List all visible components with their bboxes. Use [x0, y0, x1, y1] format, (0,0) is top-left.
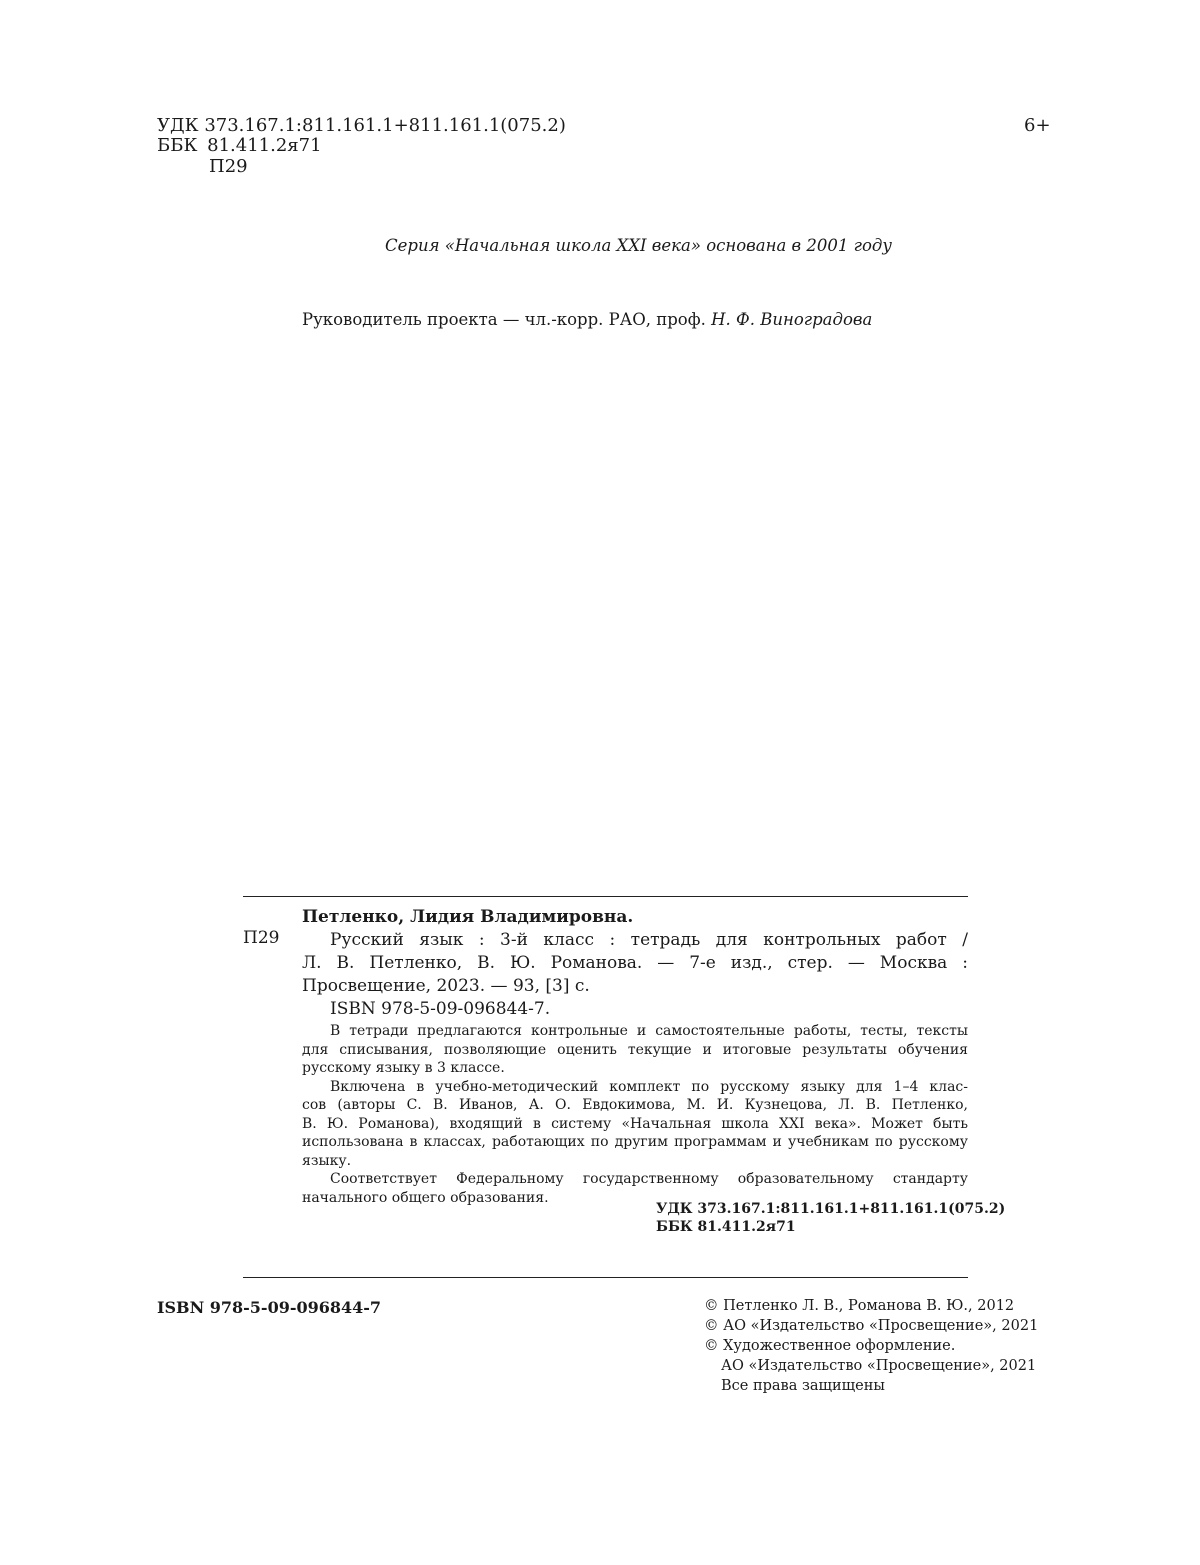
project-lead-name: Н. Ф. Виноградова [711, 310, 873, 329]
copyright-line: © Художественное оформление. [704, 1338, 956, 1354]
annotation-line: Включена в учебно-методический комплект по русскому языку для 1–4 клас- [330, 1078, 968, 1095]
card-bottom-rule [243, 1277, 968, 1278]
copyright-line: © АО «Издательство «Просвещение», 2021 [704, 1318, 1039, 1334]
bbk-value: 81.411.2я71 [207, 135, 322, 156]
bbk-label: ББК [157, 135, 198, 156]
card-top-rule [243, 896, 968, 897]
annotation-line: использована в классах, работающих по другим программам и учебникам по русскому [302, 1134, 968, 1150]
card-udk: УДК 373.167.1:811.161.1+811.161.1(075.2) [656, 1201, 1006, 1217]
series-line: Серия «Начальная школа XXI века» основана в 2001 году [385, 236, 892, 255]
annotation-line: языку. [302, 1152, 352, 1169]
card-codes [656, 1200, 1005, 1236]
annotation-line: русскому языку в 3 классе. [302, 1060, 505, 1076]
annotation-line: сов (авторы С. В. Иванов, А. О. Евдокимова, М. И. Кузнецова, Л. В. Петленко, [302, 1097, 968, 1113]
copyright-line: АО «Издательство «Просвещение», 2021 [721, 1358, 1037, 1374]
age-rating: 6+ [1024, 115, 1051, 136]
udk-value: 373.167.1:811.161.1+811.161.1(075.2) [204, 115, 566, 136]
card-annotation-1 [302, 1022, 968, 1078]
bbk-line [157, 134, 322, 157]
card-title-line: Русский язык : 3-й класс : тетрадь для контрольных работ / [330, 930, 968, 950]
card-author: Петленко, Лидия Владимировна. [302, 907, 634, 927]
udk-label: УДК [157, 115, 199, 136]
copyright-line: Все права защищены [721, 1378, 885, 1394]
copyright-line: © Петленко Л. В., Романова В. Ю., 2012 [704, 1298, 1015, 1314]
annotation-line: Соответствует Федеральному государственному образовательному стандарту [330, 1171, 968, 1187]
catalog-card [302, 905, 968, 1207]
card-isbn: ISBN 978-5-09-096844-7. [330, 999, 551, 1019]
card-title-line: Просвещение, 2023. — 93, [3] с. [302, 976, 590, 996]
card-author-mark: П29 [243, 928, 280, 948]
footer-isbn: ISBN 978-5-09-096844-7 [157, 1298, 382, 1317]
annotation-line: начального общего образования. [302, 1189, 549, 1206]
project-lead [302, 310, 872, 329]
annotation-line: В. Ю. Романова), входящий в систему «Начальная школа XXI века». Может быть [302, 1115, 968, 1132]
card-bbk: ББК 81.411.2я71 [656, 1219, 796, 1235]
card-annotation-2 [302, 1078, 968, 1171]
copyright-block [704, 1296, 1038, 1396]
project-lead-prefix: Руководитель проекта — чл.-корр. РАО, проф. [302, 310, 712, 329]
card-title-line: Л. В. Петленко, В. Ю. Романова. — 7-е изд., стер. — Москва : [302, 953, 968, 973]
annotation-line: В тетради предлагаются контрольные и самостоятельные работы, тесты, тексты [330, 1023, 968, 1039]
author-mark: П29 [209, 156, 248, 177]
annotation-line: для списывания, позволяющие оценить текущие и итоговые результаты обучения [302, 1041, 968, 1058]
